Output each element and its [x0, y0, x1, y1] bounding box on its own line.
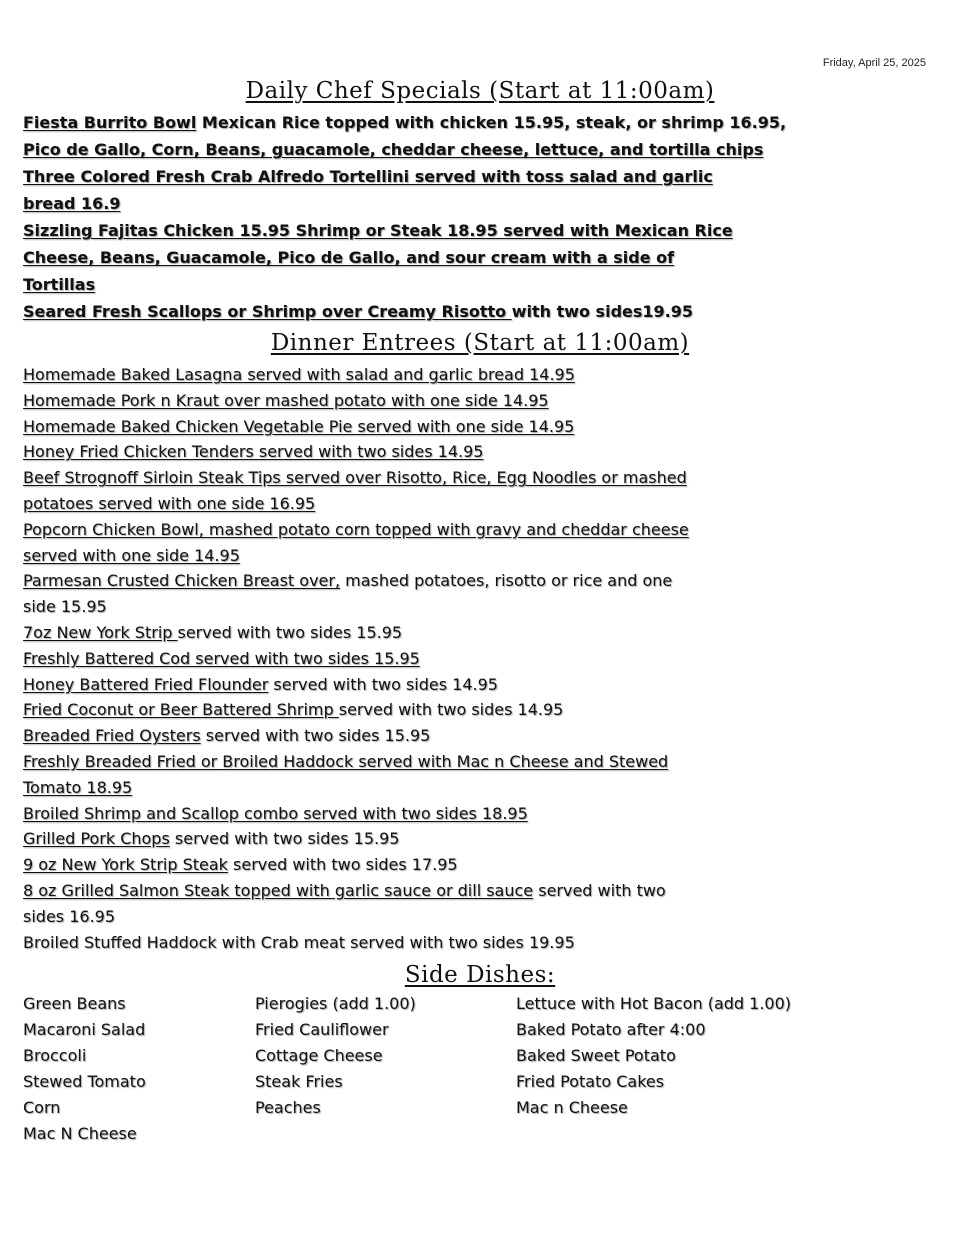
- side-dish-item: Cottage Cheese: [255, 1046, 383, 1065]
- special-line-underlined-text: Pico de Gallo, Corn, Beans, guacamole, cheddar cheese, lettuce, and tortilla chips: [23, 140, 764, 159]
- entree-line-text: served with two: [533, 881, 666, 900]
- side-dish-item: Macaroni Salad: [23, 1020, 146, 1039]
- entree-line-underlined-text: 9 oz New York Strip Steak: [23, 855, 228, 875]
- entree-line-underlined-text: 7oz New York Strip: [23, 623, 178, 642]
- entree-line-underlined-text: Popcorn Chicken Bowl, mashed potato corn topped with gravy and cheddar cheese: [23, 519, 689, 539]
- entree-line: [23, 726, 430, 746]
- entree-line-underlined-text: Parmesan Crusted Chicken Breast over,: [23, 571, 341, 591]
- entree-line: [23, 597, 107, 617]
- side-dish-item: Corn: [23, 1098, 61, 1117]
- special-line-underlined-text: Three Colored Fresh Crab Alfredo Tortellini served with toss salad and garlic: [23, 167, 713, 186]
- special-line: [23, 248, 674, 268]
- entree-line-text: mashed potatoes, risotto or rice and one: [340, 571, 673, 591]
- sides-heading: Side Dishes:: [404, 962, 556, 988]
- specials-heading: Daily Chef Specials (Start at 11:00am): [245, 78, 715, 104]
- entree-line-text: served with two sides 14.95: [268, 674, 498, 694]
- entree-line-underlined-text: Homemade Baked Lasagna served with salad and garlic bread 14.95: [23, 365, 575, 384]
- side-dish-item: Peaches: [255, 1098, 321, 1117]
- entree-line-underlined-text: served with one side 14.95: [23, 545, 240, 565]
- entree-line-underlined-text: Freshly Breaded Fried or Broiled Haddock served with Mac n Cheese and Stewed: [23, 752, 669, 771]
- entree-line: [23, 417, 574, 437]
- entree-line: [23, 468, 687, 488]
- special-line-underlined-text: Seared Fresh Scallops or Shrimp over Creamy Risotto: [23, 302, 512, 321]
- entree-line-text: served with two sides 15.95: [177, 623, 403, 642]
- entree-line: [23, 881, 666, 901]
- entree-line-underlined-text: Breaded Fried Oysters: [23, 726, 201, 746]
- entree-line: [23, 778, 132, 798]
- special-line: [23, 302, 693, 322]
- special-line: [23, 221, 733, 241]
- entree-line-text: served with two sides 14.95: [338, 700, 564, 720]
- entree-line: [23, 442, 483, 462]
- special-line: [23, 140, 763, 160]
- side-dish-item: Mac N Cheese: [23, 1124, 137, 1143]
- entree-line-underlined-text: Fried Coconut or Beer Battered Shrimp: [23, 700, 339, 720]
- entree-line-underlined-text: Tomato 18.95: [23, 777, 133, 797]
- entree-line-underlined-text: Honey Battered Fried Flounder: [23, 674, 269, 694]
- entree-line-underlined-text: potatoes served with one side 16.95: [23, 494, 316, 513]
- side-dish-item: Stewed Tomato: [23, 1072, 146, 1091]
- entree-line: [23, 546, 240, 566]
- entree-line: [23, 494, 315, 514]
- entree-line-underlined-text: Freshly Battered Cod served with two sides 15.95: [23, 648, 420, 668]
- special-line-underlined-text: Sizzling Fajitas Chicken 15.95 Shrimp or Steak 18.95 served with Mexican Rice: [23, 221, 733, 240]
- side-dish-item: Pierogies (add 1.00): [255, 994, 416, 1013]
- special-line-text: with two sides19.95: [511, 302, 693, 321]
- special-line: [23, 167, 713, 187]
- dinner-heading: Dinner Entrees (Start at 11:00am): [270, 330, 690, 356]
- entree-line: [23, 571, 672, 591]
- side-dish-item: Steak Fries: [255, 1072, 343, 1091]
- side-dish-item: Broccoli: [23, 1046, 87, 1065]
- entree-line-text: Broiled Stuffed Haddock with Crab meat served with two sides 19.95: [23, 932, 575, 952]
- special-line: [23, 113, 786, 133]
- side-dish-item: Green Beans: [23, 994, 126, 1013]
- entree-line-underlined-text: Honey Fried Chicken Tenders served with two sides 14.95: [23, 442, 484, 462]
- side-dish-item: Mac n Cheese: [516, 1098, 628, 1117]
- entree-line-underlined-text: Grilled Pork Chops: [23, 829, 170, 849]
- special-line-text: Mexican Rice topped with chicken 15.95, steak, or shrimp 16.95,: [196, 113, 787, 132]
- entree-line: [23, 649, 420, 669]
- entree-line: [23, 675, 498, 695]
- entree-line: [23, 933, 575, 953]
- entree-line: [23, 752, 668, 772]
- special-line-underlined-text: bread 16.9: [23, 194, 121, 213]
- entree-line: [23, 700, 563, 720]
- entree-line: [23, 907, 115, 927]
- entree-line-text: served with two sides 15.95: [169, 829, 400, 849]
- entree-line-underlined-text: Homemade Baked Chicken Vegetable Pie served with one side 14.95: [23, 416, 575, 436]
- entree-line: [23, 829, 399, 849]
- special-line-underlined-text: Tortillas: [23, 275, 96, 294]
- entree-line-underlined-text: Broiled Shrimp and Scallop combo served with two sides 18.95: [23, 803, 528, 823]
- entree-line: [23, 520, 689, 540]
- side-dish-item: Baked Potato after 4:00: [516, 1020, 706, 1039]
- side-dish-item: Baked Sweet Potato: [516, 1046, 676, 1065]
- entree-line-underlined-text: Beef Strognoff Sirloin Steak Tips served over Risotto, Rice, Egg Noodles or mashed: [23, 468, 687, 488]
- entree-line-underlined-text: Homemade Pork n Kraut over mashed potato with one side 14.95: [23, 390, 549, 410]
- side-dish-item: Lettuce with Hot Bacon (add 1.00): [516, 994, 792, 1013]
- entree-line: [23, 855, 458, 875]
- entree-line-underlined-text: 8 oz Grilled Salmon Steak topped with garlic sauce or dill sauce: [23, 881, 534, 900]
- special-line-underlined-text: Cheese, Beans, Guacamole, Pico de Gallo, and sour cream with a side of: [23, 248, 675, 267]
- menu-date: Friday, April 25, 2025: [822, 57, 926, 69]
- special-line: [23, 275, 95, 295]
- side-dish-item: Fried Cauliflower: [255, 1020, 389, 1039]
- entree-line: [23, 804, 528, 824]
- entree-line-text: sides 16.95: [23, 906, 116, 926]
- entree-line-text: served with two sides 17.95: [227, 855, 458, 875]
- entree-line: [23, 365, 575, 385]
- entree-line-text: side 15.95: [23, 597, 107, 617]
- entree-line: [23, 623, 402, 643]
- entree-line-text: served with two sides 15.95: [200, 726, 431, 746]
- special-line: [23, 194, 121, 214]
- side-dish-item: Fried Potato Cakes: [516, 1072, 665, 1091]
- special-line-underlined-text: Fiesta Burrito Bowl: [23, 113, 197, 132]
- entree-line: [23, 391, 549, 411]
